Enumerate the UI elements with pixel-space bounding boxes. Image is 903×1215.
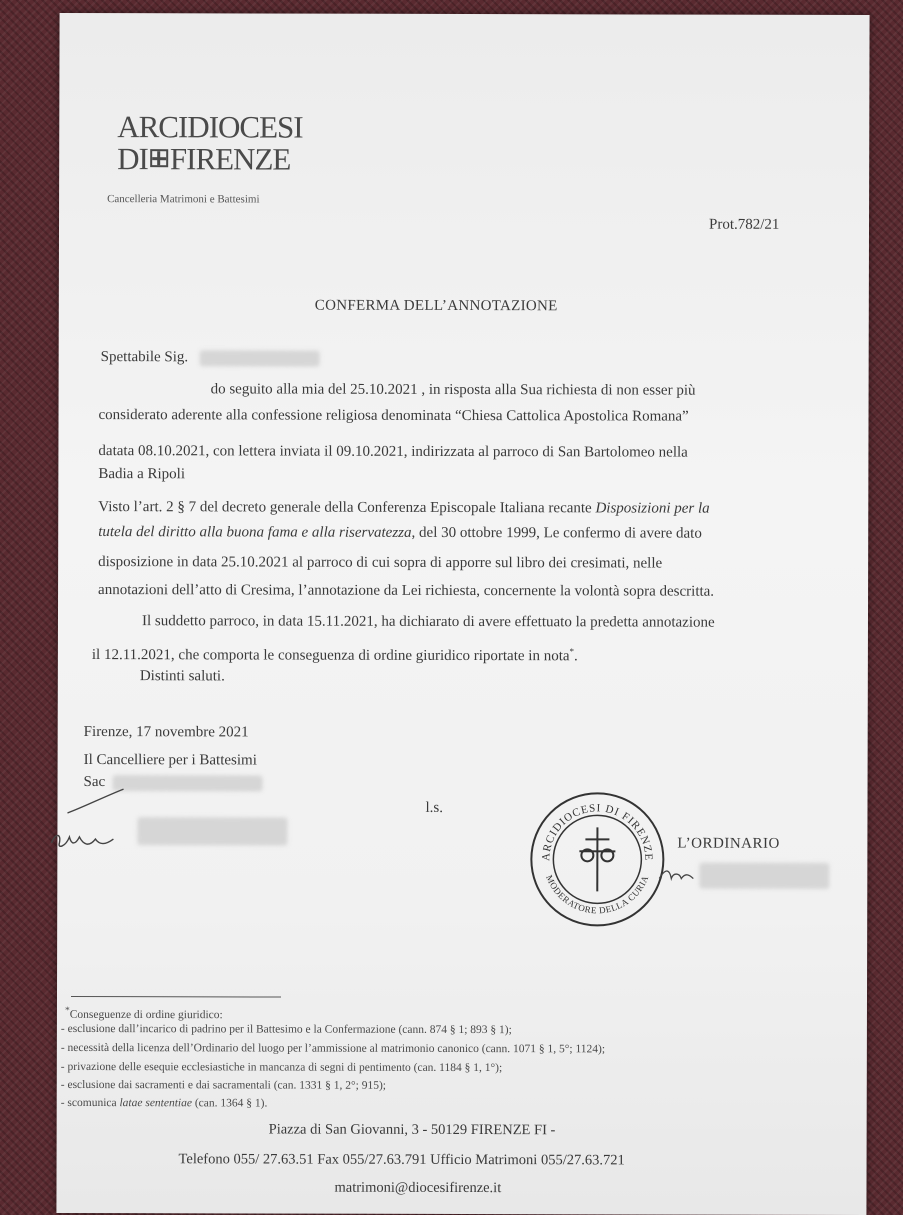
body-line-2: considerato aderente alla confessione religiosa denominata “Chiesa Cattolica Apostolica Romana”: [98, 407, 689, 425]
body-line-5a: Visto l’art. 2 § 7 del decreto generale della Conferenza Episcopale Italiana recante: [98, 499, 596, 517]
footnote-item-4: - esclusione dai sacramenti e dai sacramentali (can. 1331 § 1, 2°; 915);: [60, 1078, 386, 1092]
letterhead-line1: ARCIDIOCESI: [117, 109, 303, 145]
office-name: Cancelleria Matrimoni e Battesimi: [107, 193, 260, 206]
patriarchal-cross-icon: [579, 827, 615, 891]
body-line-10-end: .: [574, 648, 578, 665]
body-line-4: Badia a Ripoli: [98, 466, 186, 483]
redacted-signature-name: [137, 817, 287, 845]
body-line-7: disposizione in data 25.10.2021 al parroco di cui sopra di apporre sul libro dei cresimati, nelle: [98, 554, 663, 572]
body-line-5b: Disposizioni per la: [595, 500, 710, 517]
signature-stroke: [63, 783, 143, 823]
ordinary-label: L’ORDINARIO: [677, 835, 780, 852]
footnote-item-5c: (can. 1364 § 1).: [191, 1097, 268, 1110]
letterhead-line2: [117, 141, 290, 177]
salutation: [101, 346, 320, 369]
signer-role: Il Cancelliere per i Battesimi: [83, 752, 257, 769]
footnote-marker: *: [569, 646, 575, 657]
body-line-6: [98, 521, 702, 545]
handwritten-signature: [47, 825, 127, 860]
footnote-rule: [71, 996, 281, 998]
seal-bottom-text: MODERATORE DELLA CURIA: [544, 873, 651, 916]
phone-line: Telefono 055/ 27.63.51 Fax 055/27.63.791 Ufficio Matrimoni 055/27.63.721: [178, 1151, 625, 1169]
footnote-item-5b: latae sententiae: [119, 1097, 192, 1110]
body-line-8: annotazioni dell’atto di Cresima, l’annotazione da Lei richiesta, concernente la volontà sopra descritta.: [98, 582, 715, 600]
letter-sheet: [56, 13, 869, 1215]
salutation-text: Spettabile Sig.: [100, 349, 189, 366]
signature-scribble: [47, 825, 127, 855]
footnote-item-5: [61, 1097, 268, 1110]
protocol-number: Prot.782/21: [708, 216, 780, 233]
curia-seal: [527, 789, 667, 929]
body-line-5: [98, 496, 709, 520]
email-address: matrimoni@diocesifirenze.it: [334, 1179, 502, 1197]
footnote-item-3: - privazione delle esequie ecclesiastiche in mancanza di segni di pentimento (can. 1184 § 1, 1°);: [60, 1060, 503, 1075]
body-line-1: do seguito alla mia del 25.10.2021 , in risposta alla Sua richiesta di non esser più: [210, 381, 696, 399]
document-title: CONFERMA DELL’ANNOTAZIONE: [314, 297, 558, 315]
redacted-ordinary-name: [699, 863, 829, 889]
ordinary-signature: [657, 863, 697, 887]
footnote-item-2: - necessità della licenza dell’Ordinario del luogo per l’ammissione al matrimonio canonico (cann. 1071 § 1, 5°; 1124);: [60, 1041, 606, 1056]
address-line: Piazza di San Giovanni, 3 - 50129 FIRENZE FI -: [268, 1121, 556, 1139]
body-line-3: datata 08.10.2021, con lettera inviata il 09.10.2021, indirizzata al parroco di San Bartolomeo nella: [98, 443, 688, 461]
body-line-10: [92, 639, 578, 667]
body-line-9: Il suddetto parroco, in data 15.11.2021, ha dichiarato di avere effettuato la predetta annotazione: [141, 613, 715, 631]
place-date: Firenze, 17 novembre 2021: [83, 724, 249, 741]
body-line-6b: , del 30 ottobre 1999, Le confermo di avere dato: [411, 524, 702, 542]
closing: Distinti saluti.: [139, 668, 225, 685]
body-line-10-text: il 12.11.2021, che comporta le conseguenza di ordine giuridico riportate in nota: [91, 647, 570, 665]
letterhead-di: DI: [117, 141, 148, 177]
footnote-heading-marker: *: [64, 1004, 70, 1016]
footnote-item-5a: - scomunica: [60, 1096, 120, 1110]
footnote-heading-text: Conseguenze di ordine giuridico:: [69, 1008, 223, 1022]
locus-sigilli: l.s.: [425, 799, 444, 816]
footnote-heading: [65, 1005, 223, 1021]
redacted-name: [200, 350, 320, 366]
signer-prefix: Sac: [83, 774, 106, 791]
diocese-emblem-icon: [150, 149, 168, 167]
seal-top-text: ARCIDIOCESI DI FIRENZE: [540, 802, 655, 862]
body-line-6a: tutela del diritto alla buona fama e alla riservatezza: [98, 524, 412, 541]
footnote-item-1: - esclusione dall’incarico di padrino per il Battesimo e la Confermazione (cann. 874 § 1; 893 § 1);: [60, 1022, 512, 1037]
letterhead-firenze: FIRENZE: [169, 141, 291, 177]
